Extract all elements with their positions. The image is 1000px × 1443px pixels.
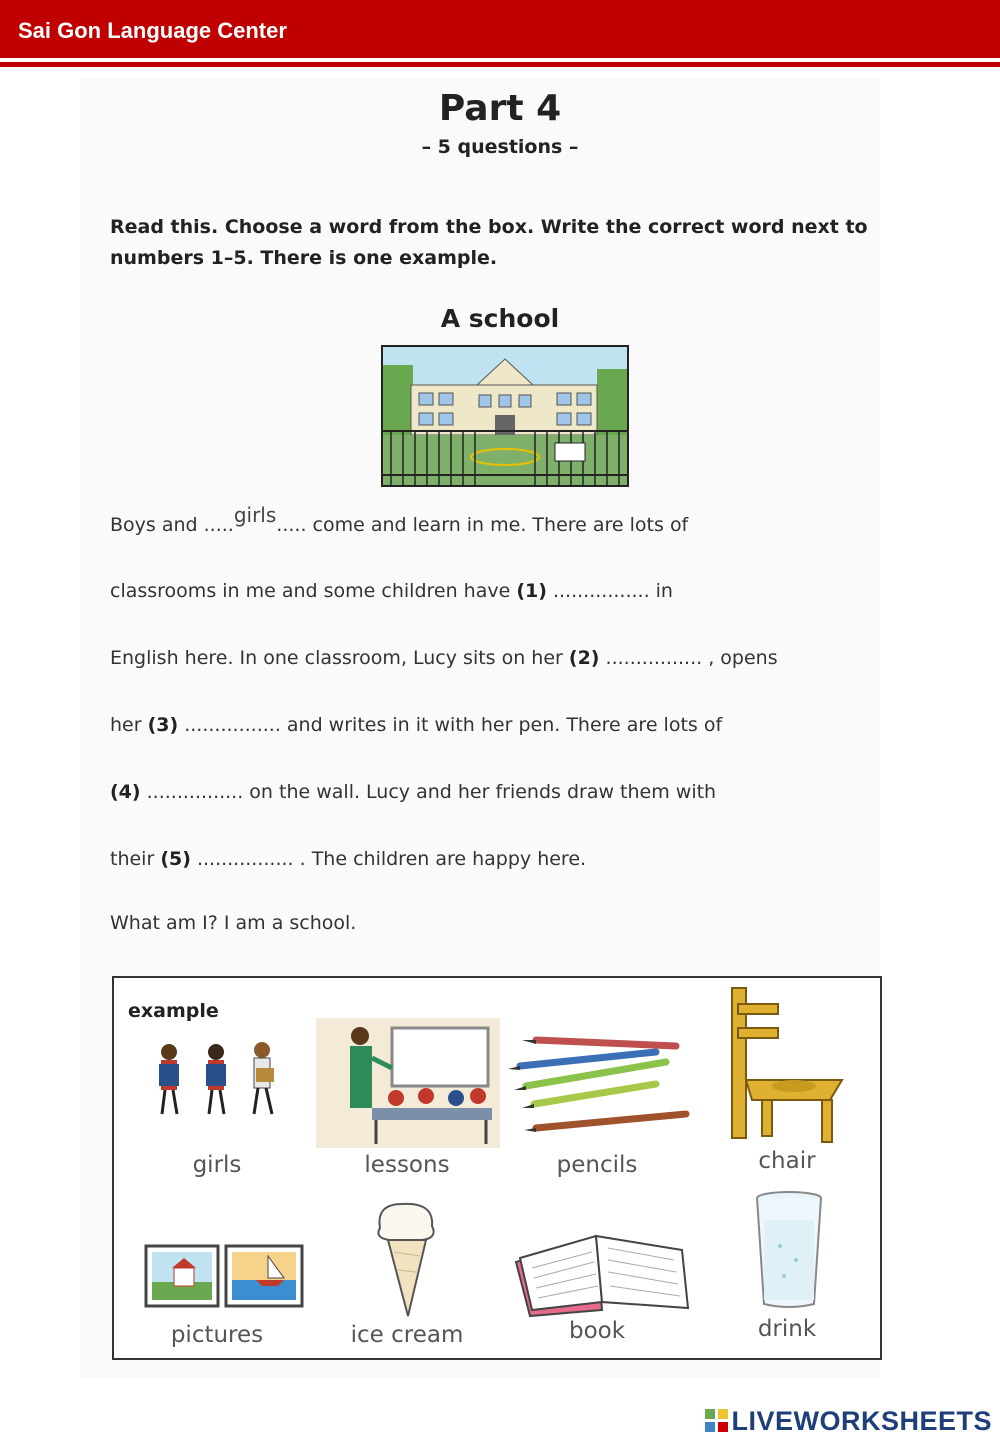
word-drink: drink (757, 1316, 817, 1342)
story-line-3: her (3) ................ and writes in it with her pen. There are lots of (110, 714, 723, 736)
question-number-5: (5) (160, 848, 191, 870)
story-line-2: English here. In one classroom, Lucy sits on her (2) ................ , opens (110, 647, 778, 669)
ice-cream-picture (372, 1198, 442, 1318)
answer-blank-4[interactable]: ................ on the wall. Lucy and her friends draw them with (140, 781, 717, 803)
story-line-1: classrooms in me and some children have (1) ................ in (110, 580, 673, 602)
story-line-0: Boys and .....girls..... come and learn in me. There are lots of (110, 503, 689, 536)
word-lessons: lessons (364, 1152, 450, 1178)
word-pencils: pencils (556, 1152, 638, 1178)
girls-picture (144, 1034, 294, 1134)
story-line-6: What am I? I am a school. (110, 912, 357, 934)
story-line-5: their (5) ................ . The children are happy here. (110, 848, 587, 870)
word-pictures: pictures (170, 1322, 264, 1348)
story-line-4 (110, 781, 716, 803)
pictures-picture (144, 1242, 304, 1310)
liveworksheets-logo[interactable] (705, 1406, 992, 1437)
liveworksheets-logo-text: LIVEWORKSHEETS (731, 1406, 992, 1436)
question-number-4: (4) (110, 781, 141, 803)
part-title: Part 4 (438, 88, 562, 129)
answer-blank-5[interactable]: ................ . The children are happy here. (190, 848, 587, 870)
pencils-picture (506, 1032, 690, 1142)
word-girls: girls (192, 1152, 242, 1178)
word-chair: chair (758, 1148, 816, 1174)
header-divider (0, 62, 1000, 67)
school-illustration (381, 345, 629, 487)
liveworksheets-mark-icon (705, 1409, 729, 1433)
question-number-1: (1) (516, 580, 547, 602)
header-bar (0, 0, 1000, 58)
question-number-3: (3) (147, 714, 179, 736)
part-subtitle: – 5 questions – (421, 136, 579, 158)
answer-blank-2[interactable]: ................ , opens (599, 647, 778, 669)
lessons-picture (316, 1018, 500, 1148)
word-book: book (568, 1318, 626, 1344)
answer-blank-1[interactable]: ................ in (546, 580, 673, 602)
story-title: A school (440, 304, 560, 333)
brand-name: Sai Gon Language Center (18, 18, 287, 43)
instructions: Read this. Choose a word from the box. Write the correct word next to numbers 1–5. There is one example. (110, 216, 868, 269)
word-box (112, 976, 882, 1360)
answer-blank-3[interactable]: ................ and writes in it with her pen. There are lots of (178, 714, 723, 736)
example-label: example (128, 1000, 219, 1022)
question-number-2: (2) (568, 647, 600, 669)
example-answer: girls (233, 503, 277, 527)
book-picture (512, 1232, 692, 1318)
chair-picture (722, 984, 852, 1148)
drink-picture (754, 1190, 824, 1310)
word-ice-cream: ice cream (350, 1322, 464, 1348)
